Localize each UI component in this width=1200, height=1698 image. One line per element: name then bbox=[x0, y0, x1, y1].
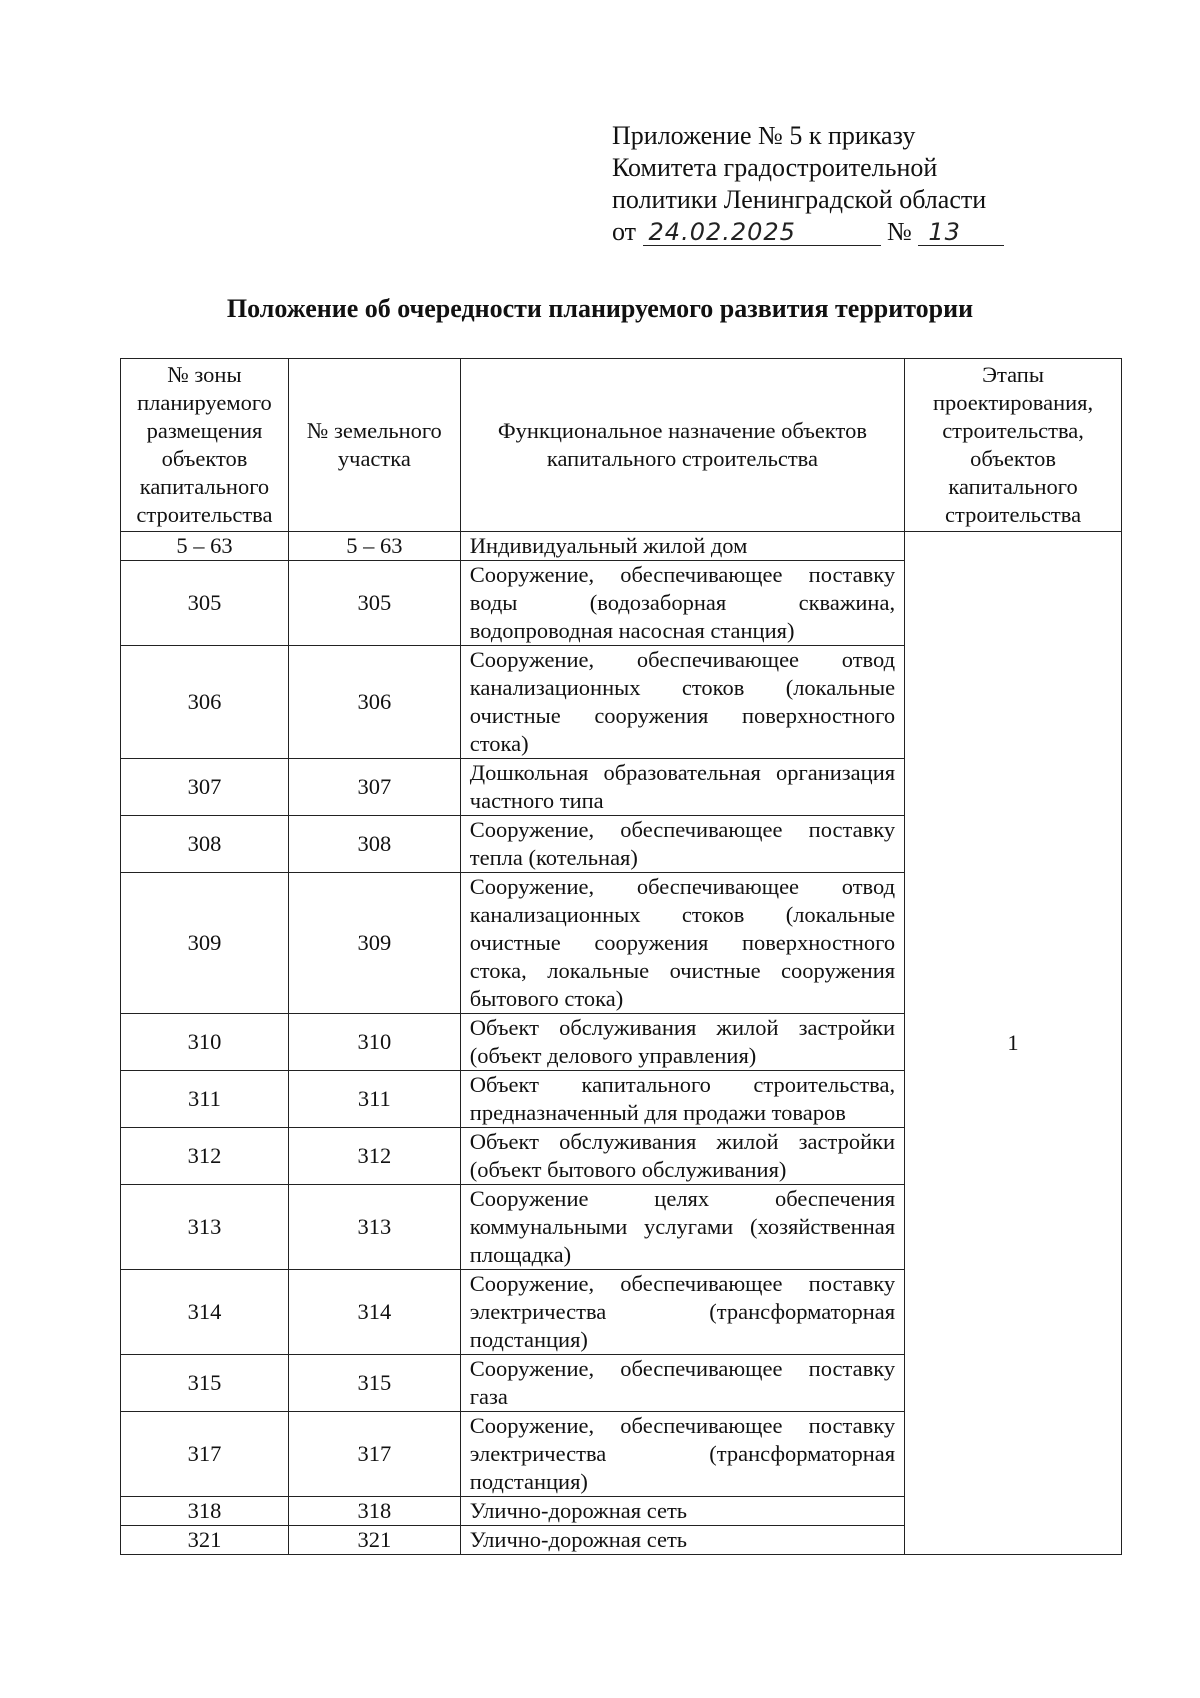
purpose-cell: Сооружение целях обеспечения коммунальными услугами (хозяйственная площадка) bbox=[460, 1185, 904, 1270]
zone-number-cell: 306 bbox=[121, 646, 289, 759]
plot-number-cell: 321 bbox=[288, 1526, 460, 1555]
document-title: Положение об очередности планируемого развития территории bbox=[226, 294, 974, 323]
table-body bbox=[121, 532, 1122, 1555]
plot-number-cell: 310 bbox=[288, 1014, 460, 1071]
purpose-cell: Улично-дорожная сеть bbox=[460, 1526, 904, 1555]
purpose-cell: Индивидуальный жилой дом bbox=[460, 532, 904, 561]
plot-number-cell: 306 bbox=[288, 646, 460, 759]
purpose-cell: Сооружение, обеспечивающее поставку электричества (трансформаторная подстанция) bbox=[460, 1270, 904, 1355]
zone-number-cell: 308 bbox=[121, 816, 289, 873]
zone-number-cell: 305 bbox=[121, 561, 289, 646]
zone-number-cell: 309 bbox=[121, 873, 289, 1014]
purpose-cell: Сооружение, обеспечивающее поставку газа bbox=[460, 1355, 904, 1412]
plot-number-cell: 318 bbox=[288, 1497, 460, 1526]
plot-number-cell: 317 bbox=[288, 1412, 460, 1497]
zone-number-cell: 310 bbox=[121, 1014, 289, 1071]
purpose-cell: Сооружение, обеспечивающее отвод канализационных стоков (локальные очистные сооружения поверхностного стока, локальные очистные сооружения бытового стока) bbox=[460, 873, 904, 1014]
column-header-zone: № зоны планируемого размещения объектов капитального строительства bbox=[121, 359, 289, 532]
purpose-cell: Дошкольная образовательная организация частного типа bbox=[460, 759, 904, 816]
from-label: от bbox=[612, 217, 637, 246]
plot-number-cell: 5 – 63 bbox=[288, 532, 460, 561]
purpose-cell: Сооружение, обеспечивающее отвод канализационных стоков (локальные очистные сооружения поверхностного стока) bbox=[460, 646, 904, 759]
zone-number-cell: 312 bbox=[121, 1128, 289, 1185]
zone-number-cell: 318 bbox=[121, 1497, 289, 1526]
purpose-cell: Сооружение, обеспечивающее поставку воды (водозаборная скважина, водопроводная насосная станция) bbox=[460, 561, 904, 646]
appendix-line-1: Приложение № 5 к приказу bbox=[612, 121, 916, 150]
table-header-row bbox=[121, 359, 1122, 532]
column-header-stage: Этапы проектирования, строительства, объектов капитального строительства bbox=[905, 359, 1122, 532]
zone-number-cell: 307 bbox=[121, 759, 289, 816]
plot-number-cell: 315 bbox=[288, 1355, 460, 1412]
phasing-table bbox=[120, 358, 1122, 1555]
purpose-cell: Объект обслуживания жилой застройки (объект бытового обслуживания) bbox=[460, 1128, 904, 1185]
zone-number-cell: 317 bbox=[121, 1412, 289, 1497]
stage-cell: 1 bbox=[905, 532, 1122, 1555]
zone-number-cell: 5 – 63 bbox=[121, 532, 289, 561]
order-date-number-line bbox=[612, 216, 1004, 248]
table-row bbox=[121, 532, 1122, 561]
purpose-cell: Объект капитального строительства, предназначенный для продажи товаров bbox=[460, 1071, 904, 1128]
zone-number-cell: 315 bbox=[121, 1355, 289, 1412]
plot-number-cell: 311 bbox=[288, 1071, 460, 1128]
number-label: № bbox=[887, 217, 912, 246]
plot-number-cell: 308 bbox=[288, 816, 460, 873]
purpose-cell: Сооружение, обеспечивающее поставку электричества (трансформаторная подстанция) bbox=[460, 1412, 904, 1497]
plot-number-cell: 313 bbox=[288, 1185, 460, 1270]
appendix-line-3: политики Ленинградской области bbox=[612, 185, 987, 214]
plot-number-cell: 307 bbox=[288, 759, 460, 816]
purpose-cell: Сооружение, обеспечивающее поставку тепла (котельная) bbox=[460, 816, 904, 873]
plot-number-cell: 305 bbox=[288, 561, 460, 646]
zone-number-cell: 311 bbox=[121, 1071, 289, 1128]
plot-number-cell: 312 bbox=[288, 1128, 460, 1185]
column-header-purpose: Функциональное назначение объектов капитального строительства bbox=[460, 359, 904, 532]
zone-number-cell: 313 bbox=[121, 1185, 289, 1270]
purpose-cell: Объект обслуживания жилой застройки (объект делового управления) bbox=[460, 1014, 904, 1071]
handwritten-number: 13 bbox=[918, 219, 1004, 246]
handwritten-date: 24.02.2025 bbox=[643, 219, 881, 246]
appendix-line-2: Комитета градостроительной bbox=[612, 153, 938, 182]
purpose-cell: Улично-дорожная сеть bbox=[460, 1497, 904, 1526]
table-header bbox=[121, 359, 1122, 532]
appendix-header bbox=[612, 120, 1004, 248]
zone-number-cell: 314 bbox=[121, 1270, 289, 1355]
plot-number-cell: 309 bbox=[288, 873, 460, 1014]
column-header-plot: № земельного участка bbox=[288, 359, 460, 532]
plot-number-cell: 314 bbox=[288, 1270, 460, 1355]
zone-number-cell: 321 bbox=[121, 1526, 289, 1555]
